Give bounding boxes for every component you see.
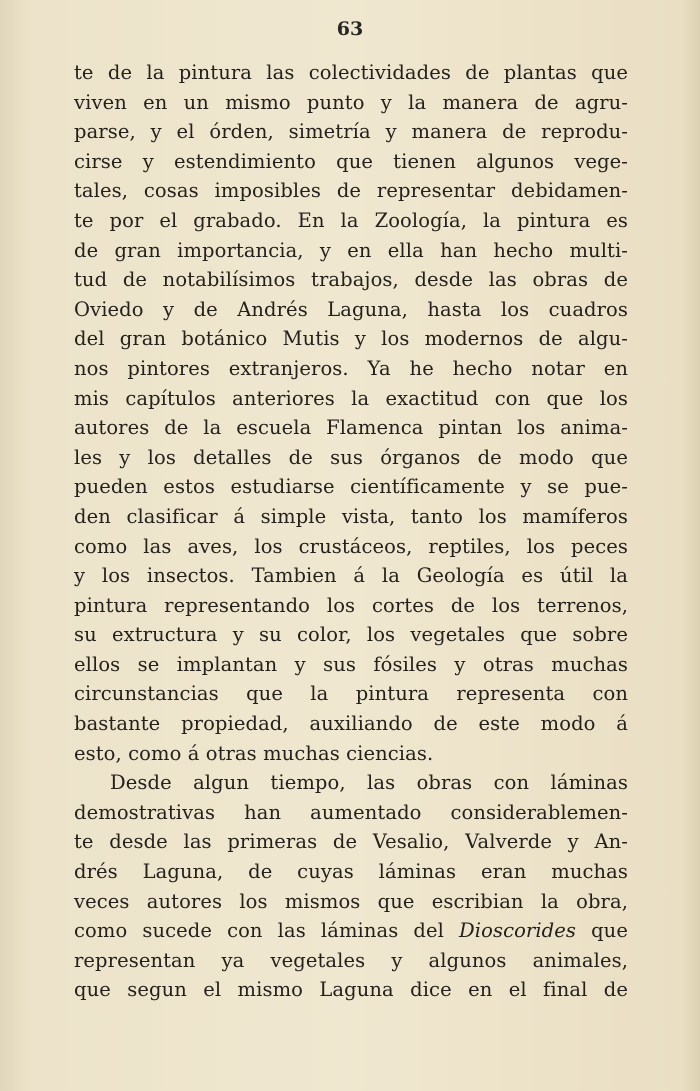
text-line: te por el grabado. En la Zoología, la pintura es [74,208,628,232]
page-number: 63 [336,18,364,40]
text-segment: como sucede con las láminas del [74,919,444,943]
text-line: su extructura y su color, los vegetales que sobre [74,623,628,647]
text-line: representan ya vegetales y algunos animales, [74,948,628,972]
text-line: ellos se implantan y sus fósiles y otras muchas [74,652,628,676]
text-line: de gran importancia, y en ella han hecho multi- [74,238,628,262]
text-line: cirse y estendimiento que tienen algunos vege- [74,149,628,173]
text-line: veces autores los mismos que escribian la obra, [74,889,628,913]
text-line: tales, cosas imposibles de representar debidamen- [74,179,628,203]
text-segment: que [591,919,628,943]
text-line: Oviedo y de Andrés Laguna, hasta los cuadros [74,297,628,321]
text-line: autores de la escuela Flamenca pintan los anima- [74,416,628,440]
body-text [74,58,628,1005]
text-line: den clasificar á simple vista, tanto los mamíferos [74,504,628,528]
italic-title: Dioscorides [459,919,577,943]
text-line: te de la pintura las colectividades de plantas que [74,61,628,84]
text-line: demostrativas han aumentado considerablemen- [74,800,628,824]
text-line: y los insectos. Tambien á la Geología es útil la [74,564,628,588]
text-line: les y los detalles de sus órganos de modo que [74,445,628,469]
text-line: tud de notabilísimos trabajos, desde las obras de [74,268,628,292]
text-line: viven en un mismo punto y la manera de agru- [74,90,628,114]
text-line: Desde algun tiempo, las obras con láminas [110,771,628,795]
text-line: mis capítulos anteriores la exactitud con que los [74,386,628,410]
text-line: esto, como á otras muchas ciencias. [74,741,434,765]
text-line: del gran botánico Mutis y los modernos de algu- [74,327,628,351]
text-line: nos pintores extranjeros. Ya he hecho notar en [74,356,628,380]
text-line: pueden estos estudiarse científicamente y se pue- [74,475,628,499]
text-line: drés Laguna, de cuyas láminas eran muchas [74,860,628,884]
text-line: bastante propiedad, auxiliando de este modo á [74,712,628,736]
text-line [74,916,628,946]
text-line: que segun el mismo Laguna dice en el final de [74,978,628,1002]
text-line: parse, y el órden, simetría y manera de reprodu- [74,120,628,144]
text-line: pintura representando los cortes de los terrenos, [74,593,628,617]
text-line: circunstancias que la pintura representa con [74,682,628,706]
text-line: como las aves, los crustáceos, reptiles, los peces [74,534,628,558]
text-line: te desde las primeras de Vesalio, Valverde y An- [74,830,628,854]
